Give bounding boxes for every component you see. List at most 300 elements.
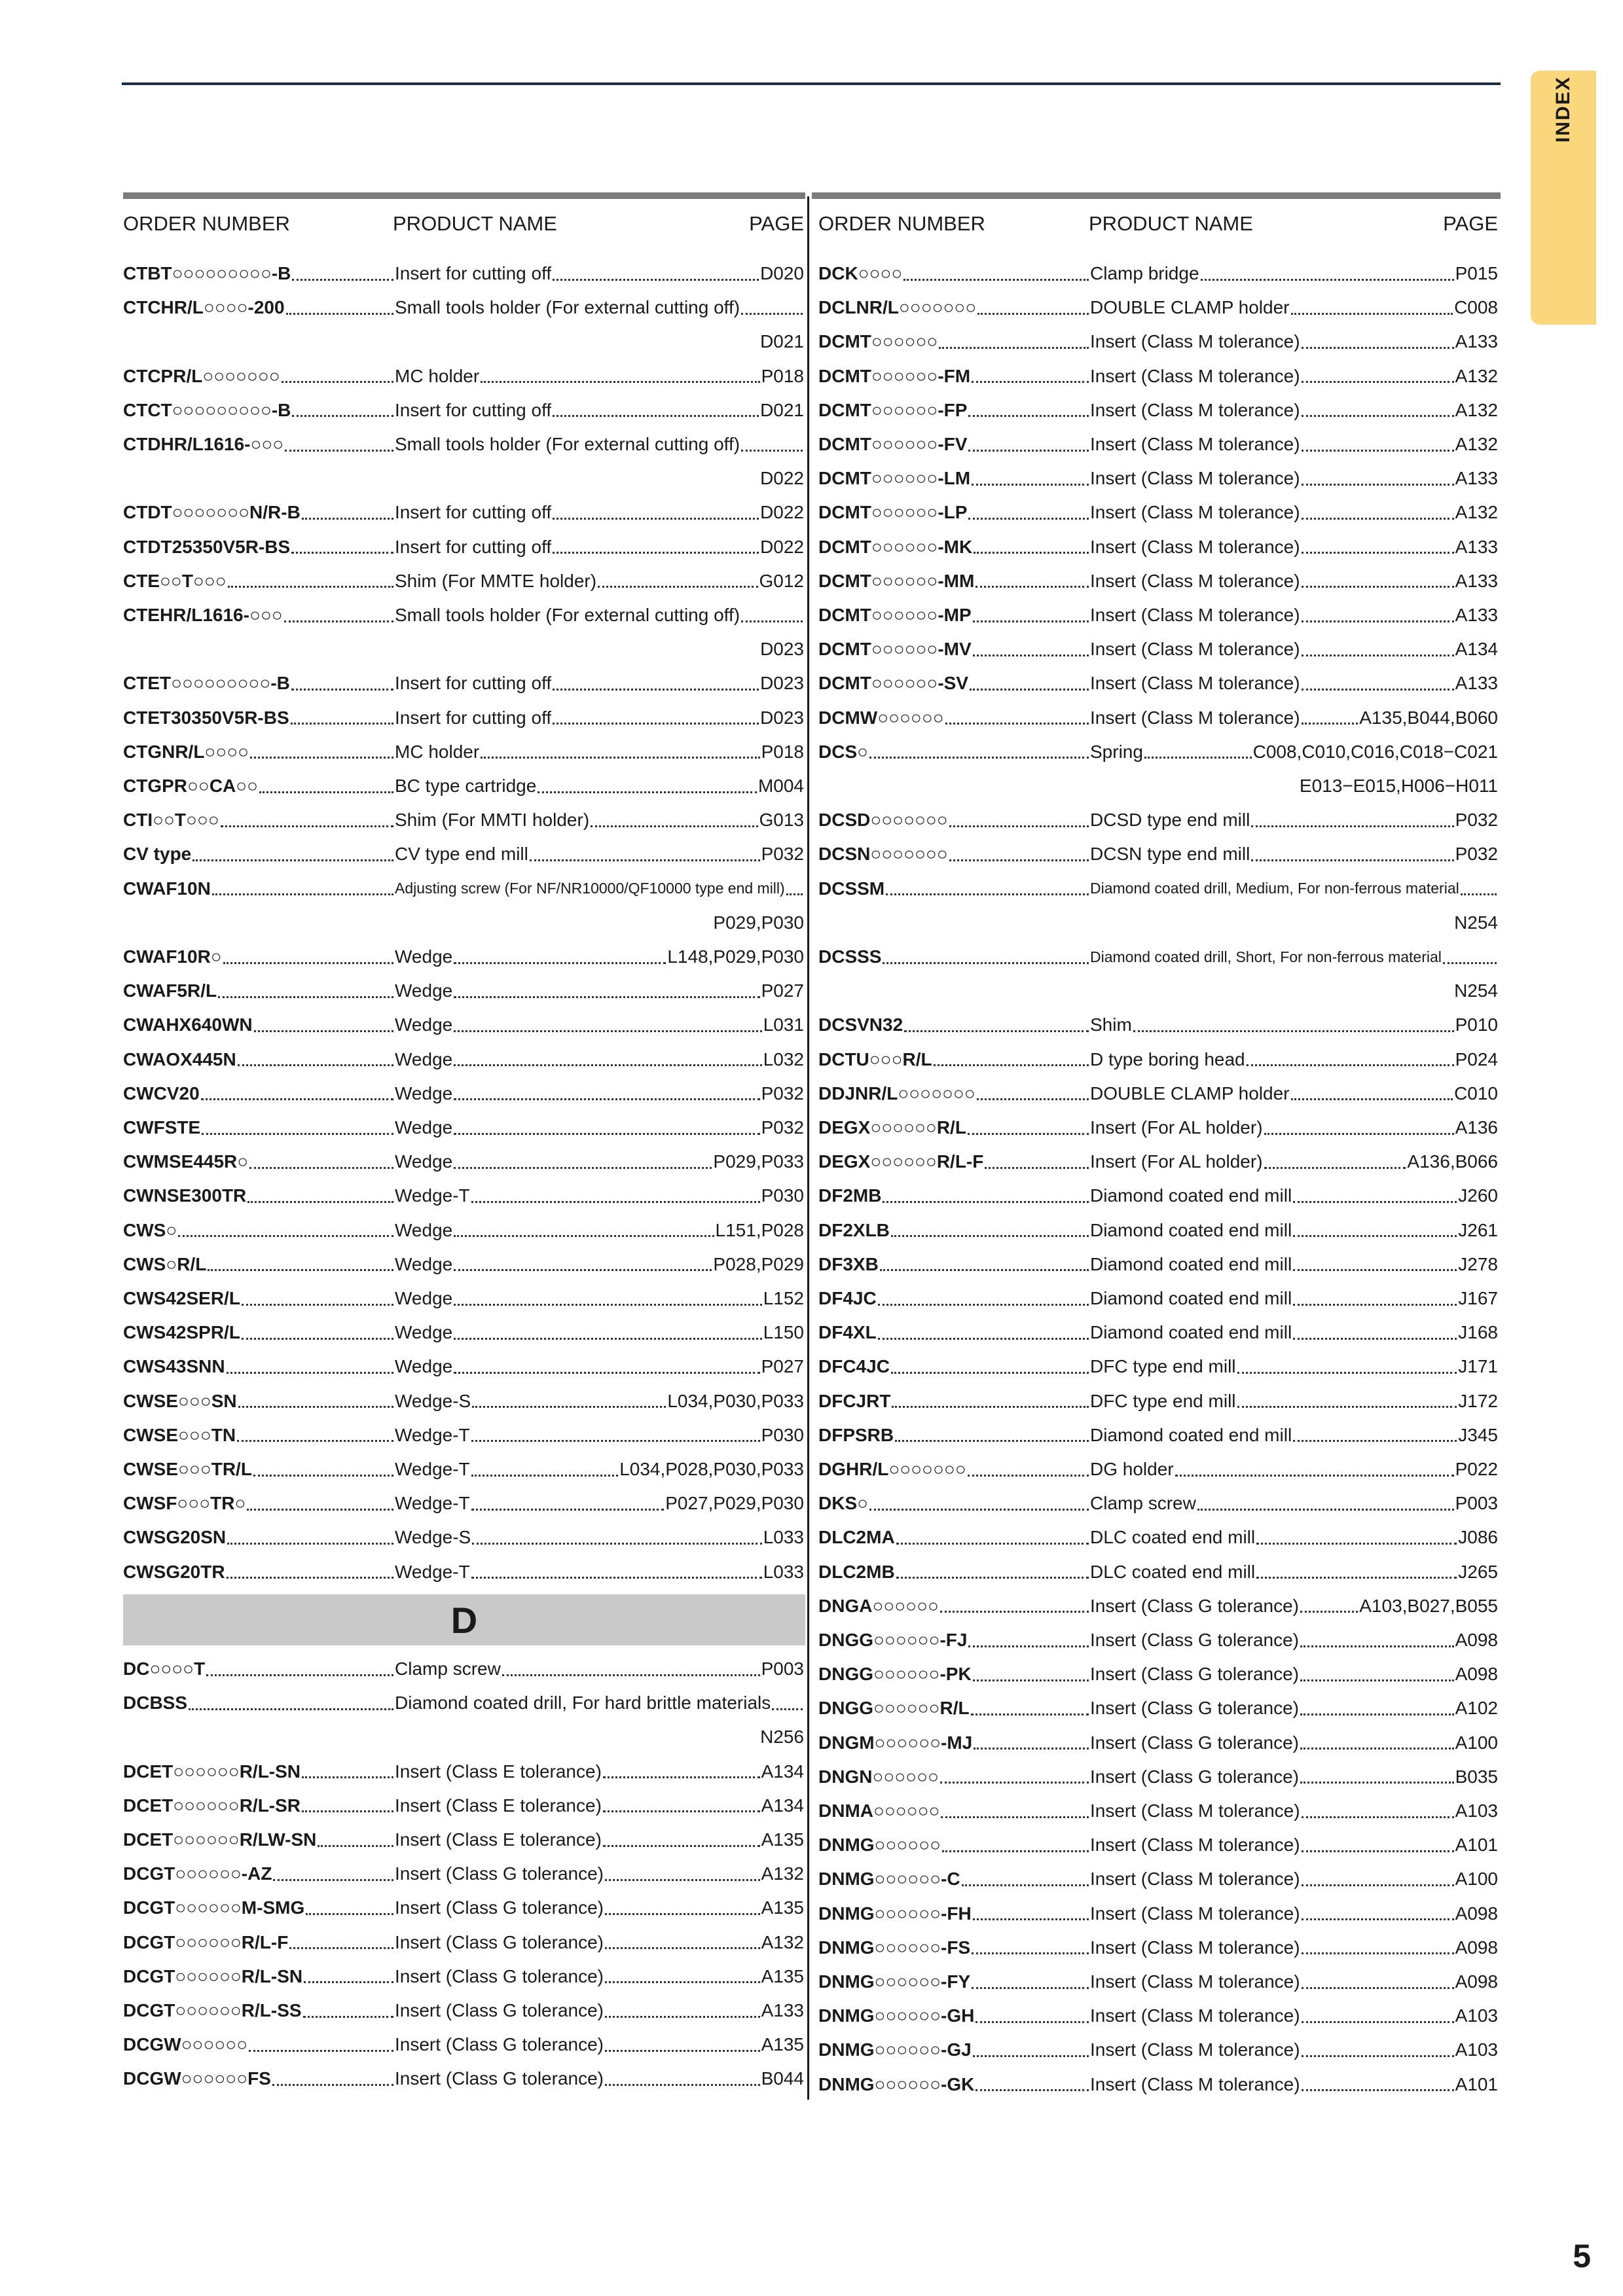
page-ref: A132 bbox=[761, 1931, 804, 1952]
page-ref: A103 bbox=[1455, 1801, 1498, 1821]
product-cell bbox=[1090, 1493, 1498, 1514]
product-cell bbox=[1090, 1698, 1498, 1719]
index-row[interactable] bbox=[818, 1486, 1498, 1520]
product-name: Insert (Class G tolerance) bbox=[1090, 1698, 1299, 1719]
order-number: CWMSE445R○ bbox=[123, 1151, 249, 1172]
index-row[interactable] bbox=[123, 666, 804, 700]
order-cell bbox=[123, 1659, 395, 1679]
page-ref: P003 bbox=[761, 1659, 804, 1679]
dot-leader bbox=[1302, 1884, 1454, 1886]
dot-leader bbox=[970, 689, 1089, 691]
dot-leader bbox=[942, 1850, 1089, 1852]
product-cell bbox=[395, 297, 804, 318]
index-row[interactable] bbox=[818, 1999, 1498, 2033]
index-row[interactable] bbox=[123, 701, 804, 735]
index-row[interactable] bbox=[123, 2062, 804, 2096]
order-number: DCSD○○○○○○○ bbox=[818, 810, 948, 831]
index-row[interactable] bbox=[818, 2068, 1498, 2102]
product-name: Insert (Class G tolerance) bbox=[395, 2034, 604, 2055]
index-row[interactable] bbox=[818, 1520, 1498, 1554]
dot-leader bbox=[1302, 1952, 1454, 1954]
dot-leader bbox=[302, 1810, 393, 1812]
product-name: Insert (Class M tolerance) bbox=[1090, 1903, 1300, 1924]
dot-leader bbox=[1302, 1987, 1454, 1989]
index-row[interactable] bbox=[818, 1008, 1498, 1042]
index-row[interactable] bbox=[818, 1282, 1498, 1316]
page-ref: L034,P028,P030,P033 bbox=[619, 1459, 804, 1479]
product-name: Diamond coated end mill bbox=[1090, 1288, 1292, 1308]
page-ref: D021 bbox=[760, 399, 804, 420]
index-row[interactable] bbox=[123, 974, 804, 1008]
index-row[interactable] bbox=[818, 1657, 1498, 1691]
dot-leader bbox=[974, 1748, 1089, 1749]
order-number: CWAF5R/L bbox=[123, 980, 217, 1001]
order-cell bbox=[818, 1288, 1090, 1309]
index-row[interactable] bbox=[123, 1282, 804, 1316]
index-row[interactable] bbox=[818, 2033, 1498, 2067]
product-cell bbox=[1090, 948, 1498, 966]
index-row[interactable] bbox=[123, 1520, 804, 1554]
index-row[interactable] bbox=[123, 769, 804, 803]
order-cell bbox=[123, 776, 395, 797]
page-ref: P032 bbox=[761, 1117, 804, 1138]
page-ref: A133 bbox=[761, 2000, 804, 2020]
product-cell bbox=[395, 742, 804, 762]
index-row[interactable] bbox=[123, 1077, 804, 1111]
index-row[interactable] bbox=[123, 1247, 804, 1282]
order-number: CWSE○○○SN bbox=[123, 1390, 237, 1411]
dot-leader bbox=[553, 279, 759, 281]
index-row[interactable] bbox=[123, 1994, 804, 2028]
product-name: Insert for cutting off bbox=[395, 707, 552, 728]
index-row[interactable] bbox=[818, 1111, 1498, 1145]
order-number: DGHR/L○○○○○○○ bbox=[818, 1459, 966, 1479]
index-row[interactable] bbox=[818, 1897, 1498, 1931]
dot-leader bbox=[1251, 859, 1453, 861]
index-row[interactable] bbox=[123, 803, 804, 837]
product-cell bbox=[395, 537, 804, 558]
index-row[interactable] bbox=[123, 1926, 804, 1960]
dot-leader bbox=[605, 2050, 760, 2052]
dot-leader bbox=[1291, 1098, 1453, 1100]
order-number: DCGT○○○○○○R/L-SN bbox=[123, 1965, 303, 1986]
index-row[interactable] bbox=[818, 1794, 1498, 1828]
page-ref: P027,P029,P030 bbox=[665, 1493, 804, 1514]
index-row[interactable] bbox=[818, 325, 1498, 359]
page-ref: P032 bbox=[1455, 810, 1498, 831]
page-ref: A132 bbox=[1455, 399, 1498, 420]
product-cell bbox=[1090, 2005, 1498, 2026]
index-row[interactable] bbox=[818, 1691, 1498, 1725]
index-row[interactable] bbox=[818, 291, 1498, 325]
dot-leader bbox=[1256, 1577, 1457, 1579]
order-number: DNGA○○○○○○ bbox=[818, 1595, 939, 1616]
dot-leader bbox=[472, 1406, 666, 1408]
product-cell bbox=[1090, 1220, 1498, 1241]
index-row[interactable] bbox=[123, 1652, 804, 1686]
dot-leader bbox=[481, 381, 759, 383]
page-ref-continued: P029,P030 bbox=[713, 912, 804, 933]
product-name: Insert for cutting off bbox=[395, 673, 552, 694]
page-ref: A098 bbox=[1455, 1971, 1498, 1992]
index-row[interactable] bbox=[818, 632, 1498, 666]
order-number: DNMG○○○○○○-GK bbox=[818, 2073, 975, 2094]
index-row[interactable] bbox=[818, 1213, 1498, 1247]
order-cell bbox=[123, 742, 395, 762]
index-row[interactable] bbox=[818, 1726, 1498, 1760]
index-row[interactable] bbox=[123, 564, 804, 598]
product-name: DFC type end mill bbox=[1090, 1356, 1236, 1377]
index-row[interactable] bbox=[123, 1213, 804, 1247]
dot-leader bbox=[221, 825, 393, 827]
order-cell bbox=[818, 844, 1090, 865]
index-row[interactable] bbox=[123, 1789, 804, 1823]
product-name: Wedge-T bbox=[395, 1493, 470, 1514]
product-name: Insert (Class M tolerance) bbox=[1090, 502, 1300, 523]
dot-leader bbox=[285, 450, 393, 452]
page-ref-continued: E013−E015,H006−H011 bbox=[1299, 776, 1498, 796]
index-row[interactable] bbox=[818, 1589, 1498, 1623]
order-number: CWNSE300TR bbox=[123, 1185, 247, 1206]
product-cell bbox=[395, 502, 804, 523]
dot-leader bbox=[1293, 1440, 1457, 1442]
product-name: Insert (Class G tolerance) bbox=[395, 1965, 604, 1986]
order-cell bbox=[818, 1151, 1090, 1172]
index-row[interactable] bbox=[818, 735, 1498, 769]
dot-leader bbox=[973, 2055, 1089, 2057]
index-row[interactable] bbox=[818, 872, 1498, 906]
index-row[interactable] bbox=[818, 1965, 1498, 1999]
index-row[interactable] bbox=[818, 530, 1498, 564]
index-row[interactable] bbox=[818, 427, 1498, 461]
dot-leader bbox=[1302, 2089, 1454, 2091]
order-number: CTET○○○○○○○○○-B bbox=[123, 673, 290, 694]
dot-leader bbox=[1302, 450, 1454, 452]
order-number: CWSG20TR bbox=[123, 1561, 225, 1582]
order-number: DF2XLB bbox=[818, 1219, 890, 1240]
order-number: CTET30350V5R-BS bbox=[123, 707, 289, 728]
index-row[interactable] bbox=[123, 530, 804, 564]
dot-leader bbox=[968, 450, 1089, 452]
dot-leader bbox=[1237, 1372, 1457, 1374]
page-ref-continued: D021 bbox=[760, 331, 804, 352]
product-name: Wedge bbox=[395, 1322, 453, 1343]
dot-leader bbox=[1237, 1406, 1457, 1408]
index-row[interactable] bbox=[818, 598, 1498, 632]
order-cell bbox=[123, 605, 395, 626]
page-ref: P027 bbox=[761, 1356, 804, 1377]
index-row[interactable] bbox=[123, 427, 804, 461]
index-row[interactable] bbox=[123, 1043, 804, 1077]
order-number: DNMA○○○○○○ bbox=[818, 1801, 940, 1821]
page-ref-continued: D023 bbox=[760, 639, 804, 660]
index-row[interactable] bbox=[818, 359, 1498, 393]
order-cell bbox=[123, 1185, 395, 1206]
order-cell bbox=[818, 366, 1090, 387]
index-row[interactable] bbox=[818, 1247, 1498, 1282]
page-ref: C008 bbox=[1454, 297, 1498, 318]
index-row[interactable] bbox=[123, 1452, 804, 1486]
index-row[interactable] bbox=[123, 1555, 804, 1589]
order-cell bbox=[818, 810, 1090, 831]
order-number: DCGT○○○○○○R/L-SS bbox=[123, 2000, 302, 2020]
order-number: CTE○○T○○○ bbox=[123, 570, 227, 591]
page-ref: A103 bbox=[1455, 2039, 1498, 2060]
dot-leader bbox=[454, 1098, 759, 1100]
index-row[interactable] bbox=[818, 1384, 1498, 1418]
page-ref: A132 bbox=[1455, 365, 1498, 386]
order-cell bbox=[818, 1869, 1090, 1890]
product-cell bbox=[1090, 1937, 1498, 1958]
page-ref: L033 bbox=[763, 1527, 804, 1548]
index-row[interactable] bbox=[123, 1179, 804, 1213]
product-name: Insert (Class M tolerance) bbox=[1090, 2039, 1300, 2060]
page-ref: P032 bbox=[1455, 844, 1498, 865]
index-row[interactable] bbox=[818, 393, 1498, 427]
order-cell bbox=[818, 331, 1090, 352]
index-row[interactable] bbox=[123, 359, 804, 393]
page-ref: P032 bbox=[761, 1083, 804, 1103]
page-ref: A132 bbox=[1455, 502, 1498, 523]
product-name: DOUBLE CLAMP holder bbox=[1090, 297, 1290, 318]
dot-leader bbox=[1302, 518, 1454, 520]
dot-leader bbox=[1302, 655, 1454, 656]
order-cell bbox=[818, 1049, 1090, 1070]
dot-leader bbox=[945, 723, 1089, 725]
product-name: Insert (Class E tolerance) bbox=[395, 1829, 602, 1850]
product-cell bbox=[395, 1693, 804, 1713]
page-ref: J168 bbox=[1458, 1322, 1498, 1343]
order-cell bbox=[818, 1391, 1090, 1412]
dot-leader bbox=[972, 484, 1089, 486]
order-cell bbox=[123, 1527, 395, 1548]
index-row[interactable] bbox=[123, 837, 804, 871]
dot-leader bbox=[178, 1235, 393, 1237]
index-row[interactable] bbox=[818, 1316, 1498, 1350]
index-row[interactable] bbox=[818, 1418, 1498, 1452]
product-cell bbox=[395, 776, 804, 797]
index-row[interactable] bbox=[123, 1418, 804, 1452]
dot-leader bbox=[741, 313, 803, 315]
order-cell bbox=[818, 263, 1090, 284]
page-ref-continued: N254 bbox=[1454, 980, 1498, 1001]
dot-leader bbox=[272, 2084, 393, 2086]
index-row[interactable] bbox=[818, 1623, 1498, 1657]
product-name: Wedge bbox=[395, 1014, 453, 1035]
dot-leader bbox=[968, 415, 1089, 417]
order-cell bbox=[818, 1801, 1090, 1821]
index-row[interactable] bbox=[818, 257, 1498, 291]
order-cell bbox=[818, 2039, 1090, 2060]
index-row[interactable] bbox=[818, 701, 1498, 735]
index-row[interactable] bbox=[123, 1316, 804, 1350]
index-row[interactable] bbox=[818, 495, 1498, 529]
dot-leader bbox=[1300, 1611, 1358, 1613]
index-row[interactable] bbox=[818, 1145, 1498, 1179]
index-row[interactable] bbox=[123, 1145, 804, 1179]
index-row[interactable] bbox=[818, 1828, 1498, 1862]
index-row[interactable] bbox=[818, 564, 1498, 598]
dot-leader bbox=[741, 620, 803, 622]
product-cell bbox=[1090, 1049, 1498, 1070]
index-row[interactable] bbox=[123, 1486, 804, 1520]
index-row[interactable] bbox=[818, 940, 1498, 974]
dot-leader bbox=[895, 1440, 1089, 1442]
product-cell bbox=[1090, 1596, 1498, 1617]
index-row[interactable] bbox=[818, 1760, 1498, 1794]
product-cell bbox=[1090, 502, 1498, 523]
dot-leader bbox=[974, 552, 1089, 554]
product-cell bbox=[1090, 1459, 1498, 1480]
index-row[interactable] bbox=[123, 1111, 804, 1145]
right-header-bar bbox=[812, 192, 1501, 199]
index-row[interactable] bbox=[123, 1857, 804, 1891]
product-name: Shim (For MMTE holder) bbox=[395, 570, 597, 591]
dot-leader bbox=[1302, 2021, 1454, 2023]
order-cell bbox=[123, 1220, 395, 1241]
product-name: Wedge-T bbox=[395, 1561, 470, 1582]
product-name: Insert (Class G tolerance) bbox=[395, 2068, 604, 2089]
dot-leader bbox=[454, 1304, 761, 1306]
index-row[interactable] bbox=[123, 1823, 804, 1857]
product-cell bbox=[1090, 605, 1498, 626]
index-row[interactable] bbox=[123, 1384, 804, 1418]
dot-leader bbox=[976, 2089, 1089, 2091]
order-number: DCGT○○○○○○-AZ bbox=[123, 1863, 272, 1884]
index-row[interactable] bbox=[123, 940, 804, 974]
product-cell bbox=[1090, 263, 1498, 284]
index-row[interactable] bbox=[818, 1077, 1498, 1111]
product-cell bbox=[1090, 810, 1498, 831]
dot-leader bbox=[253, 1475, 393, 1477]
order-cell bbox=[818, 708, 1090, 728]
order-cell bbox=[123, 571, 395, 592]
product-name: Small tools holder (For external cutting off) bbox=[395, 297, 740, 318]
dot-leader bbox=[883, 1201, 1089, 1203]
product-cell bbox=[395, 1562, 804, 1583]
index-row[interactable] bbox=[818, 803, 1498, 837]
index-row[interactable] bbox=[818, 1931, 1498, 1965]
order-cell bbox=[818, 1527, 1090, 1548]
page-ref: B044 bbox=[761, 2068, 804, 2089]
product-name: Clamp bridge bbox=[1090, 263, 1199, 283]
order-cell bbox=[123, 878, 395, 899]
page-ref: A134 bbox=[1455, 639, 1498, 660]
product-name: Wedge-T bbox=[395, 1459, 470, 1479]
order-cell bbox=[123, 297, 395, 318]
page-ref: D023 bbox=[760, 707, 804, 728]
order-cell bbox=[123, 537, 395, 558]
index-row[interactable] bbox=[818, 1452, 1498, 1486]
product-name: Insert (Class M tolerance) bbox=[1090, 434, 1300, 454]
index-row[interactable] bbox=[123, 257, 804, 291]
index-row[interactable] bbox=[123, 872, 804, 906]
dot-leader bbox=[247, 1201, 393, 1203]
index-row[interactable] bbox=[123, 598, 804, 632]
index-row[interactable] bbox=[123, 1755, 804, 1789]
left-header-page: PAGE bbox=[749, 212, 804, 235]
index-row[interactable] bbox=[123, 1960, 804, 1994]
index-row[interactable] bbox=[123, 1891, 804, 1925]
index-row[interactable] bbox=[818, 1555, 1498, 1589]
order-number: DCMT○○○○○○ bbox=[818, 331, 938, 352]
index-row[interactable] bbox=[818, 837, 1498, 871]
column-divider bbox=[807, 196, 809, 2100]
index-row[interactable] bbox=[123, 1686, 804, 1720]
product-cell bbox=[1090, 1835, 1498, 1856]
dot-leader bbox=[454, 1030, 761, 1032]
product-cell bbox=[395, 263, 804, 284]
page-ref: A133 bbox=[1455, 468, 1498, 489]
product-name: Wedge bbox=[395, 1253, 453, 1274]
product-cell bbox=[395, 1761, 804, 1782]
order-number: CTCPR/L○○○○○○○ bbox=[123, 365, 280, 386]
dot-leader bbox=[553, 415, 759, 417]
order-cell bbox=[818, 297, 1090, 318]
index-row[interactable] bbox=[123, 393, 804, 427]
dot-leader bbox=[212, 893, 393, 895]
index-row[interactable] bbox=[818, 1350, 1498, 1384]
dot-leader bbox=[1201, 279, 1454, 281]
order-number: DNGG○○○○○○-FJ bbox=[818, 1630, 968, 1650]
product-name: Insert (Class G tolerance) bbox=[1090, 1630, 1299, 1650]
product-name: Insert (Class M tolerance) bbox=[1090, 1971, 1300, 1992]
order-number: DNMG○○○○○○-FS bbox=[818, 1937, 971, 1958]
product-cell bbox=[1090, 1322, 1498, 1343]
order-number: DCSSM bbox=[818, 878, 885, 899]
order-cell bbox=[818, 1732, 1090, 1753]
index-row[interactable] bbox=[123, 1350, 804, 1384]
index-row[interactable] bbox=[123, 1008, 804, 1042]
product-cell bbox=[395, 2068, 804, 2089]
index-row[interactable] bbox=[818, 1043, 1498, 1077]
page-ref: A098 bbox=[1455, 1903, 1498, 1924]
product-name: Wedge bbox=[395, 1151, 453, 1172]
order-number: DCMT○○○○○○-FM bbox=[818, 365, 971, 386]
index-row[interactable] bbox=[123, 291, 804, 325]
page-ref: P030 bbox=[761, 1424, 804, 1445]
product-name: MC holder bbox=[395, 741, 480, 762]
order-number: CWS42SPR/L bbox=[123, 1322, 240, 1343]
product-cell bbox=[1090, 1903, 1498, 1924]
index-row[interactable] bbox=[818, 666, 1498, 700]
index-row[interactable] bbox=[123, 2028, 804, 2062]
product-cell bbox=[395, 1391, 804, 1412]
order-cell bbox=[123, 1391, 395, 1412]
dot-leader bbox=[192, 859, 393, 861]
index-row[interactable] bbox=[818, 1179, 1498, 1213]
dot-leader bbox=[454, 1338, 761, 1340]
index-row[interactable] bbox=[818, 1862, 1498, 1896]
product-name: Insert (Class M tolerance) bbox=[1090, 399, 1300, 420]
product-name: Wedge-T bbox=[395, 1185, 470, 1206]
page-ref: P015 bbox=[1455, 263, 1498, 283]
index-row[interactable] bbox=[123, 735, 804, 769]
dot-leader bbox=[218, 996, 393, 998]
index-row[interactable] bbox=[123, 495, 804, 529]
order-number: DNGN○○○○○○ bbox=[818, 1766, 939, 1787]
product-name: D type boring head bbox=[1090, 1049, 1245, 1069]
index-row[interactable] bbox=[818, 461, 1498, 495]
dot-leader bbox=[1197, 1509, 1454, 1511]
dot-leader bbox=[896, 1577, 1089, 1579]
order-number: DCLNR/L○○○○○○○ bbox=[818, 297, 977, 318]
dot-leader bbox=[605, 1913, 760, 1915]
order-cell bbox=[123, 1966, 395, 1987]
product-name: Insert (Class M tolerance) bbox=[1090, 570, 1300, 591]
product-name: DCSN type end mill bbox=[1090, 844, 1250, 865]
product-cell bbox=[395, 1014, 804, 1035]
